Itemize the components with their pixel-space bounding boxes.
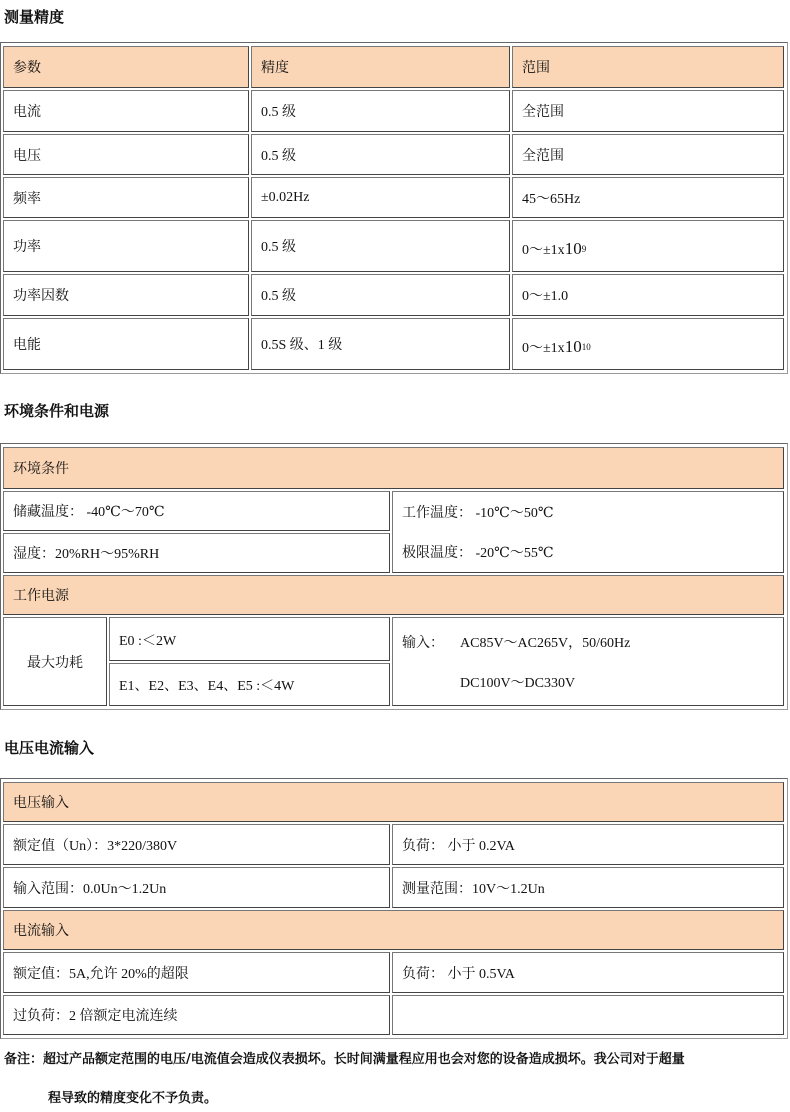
current-overload: 过负荷：2 倍额定电流连续: [3, 995, 390, 1035]
note-line-2: 程导致的精度变化不予负责。: [48, 1091, 218, 1106]
work-temp: 工作温度： -10℃～50℃: [402, 506, 554, 521]
header-precision: 精度: [251, 46, 510, 88]
section-title-accuracy: 测量精度: [4, 8, 65, 26]
cell: 0.5S 级、1 级: [251, 318, 510, 370]
current-rated: 额定值：5A,允许 20%的超限: [3, 952, 390, 993]
range-exponent: 10: [581, 342, 591, 352]
cell: 频率: [3, 177, 249, 218]
cell: 0.5 级: [251, 220, 510, 272]
current-load: 负荷： 小于 0.5VA: [392, 952, 784, 993]
voltage-input-range: 输入范围：0.0Un～1.2Un: [3, 867, 390, 908]
header-param: 参数: [3, 46, 249, 88]
e0-power: E0 :＜2W: [109, 617, 390, 661]
cell: 功率: [3, 220, 249, 272]
input-label: 输入：: [402, 636, 444, 651]
range-base: 10: [564, 337, 582, 356]
current-header: 电流输入: [3, 910, 784, 950]
cell: 电流: [3, 90, 249, 132]
env-table: [0, 443, 788, 710]
max-power-label: 最大功耗: [3, 617, 107, 706]
voltage-rated: 额定值（Un）：3*220/380V: [3, 824, 390, 865]
input-cell: [392, 617, 784, 706]
cell: 全范围: [512, 90, 784, 132]
header-range: 范围: [512, 46, 784, 88]
range-prefix: 0～±1x: [522, 243, 565, 258]
section-title-io: 电压电流输入: [4, 739, 95, 757]
cell: 0～±1.0: [512, 274, 784, 316]
io-table: [0, 778, 788, 1039]
section-title-env: 环境条件和电源: [4, 402, 110, 420]
power-header: 工作电源: [3, 575, 784, 615]
cell: 0.5 级: [251, 90, 510, 132]
storage-temp: 储藏温度： -40℃～70℃: [3, 491, 390, 531]
empty-cell: [392, 995, 784, 1035]
input-ac: AC85V～AC265V，50/60Hz: [460, 636, 631, 651]
cell: 电压: [3, 134, 249, 175]
range-base: 10: [564, 239, 582, 258]
note-line-1: 备注：超过产品额定范围的电压/电流值会造成仪表损坏。长时间满量程应用也会对您的设备造成损坏。我公司对于超量: [4, 1052, 685, 1067]
range-exponent: 9: [581, 244, 587, 254]
cell: 0.5 级: [251, 274, 510, 316]
humidity: 湿度：20%RH～95%RH: [3, 533, 390, 573]
cell: 全范围: [512, 134, 784, 175]
cell: 0.5 级: [251, 134, 510, 175]
cell: 功率因数: [3, 274, 249, 316]
cell: 电能: [3, 318, 249, 370]
cell-power-range: [512, 220, 784, 272]
accuracy-table: [0, 42, 788, 374]
voltage-load: 负荷： 小于 0.2VA: [392, 824, 784, 865]
temp-cell: [392, 491, 784, 573]
voltage-measure-range: 测量范围：10V～1.2Un: [392, 867, 784, 908]
voltage-header: 电压输入: [3, 782, 784, 822]
cell-energy-range: [512, 318, 784, 370]
env-header: 环境条件: [3, 447, 784, 489]
range-prefix: 0～±1x: [522, 341, 565, 356]
cell: 45～65Hz: [512, 177, 784, 218]
cell: ±0.02Hz: [251, 177, 510, 218]
input-dc: DC100V～DC330V: [460, 676, 576, 691]
limit-temp: 极限温度： -20℃～55℃: [402, 546, 554, 561]
e1-power: E1、E2、E3、E4、E5 :＜4W: [109, 663, 390, 706]
